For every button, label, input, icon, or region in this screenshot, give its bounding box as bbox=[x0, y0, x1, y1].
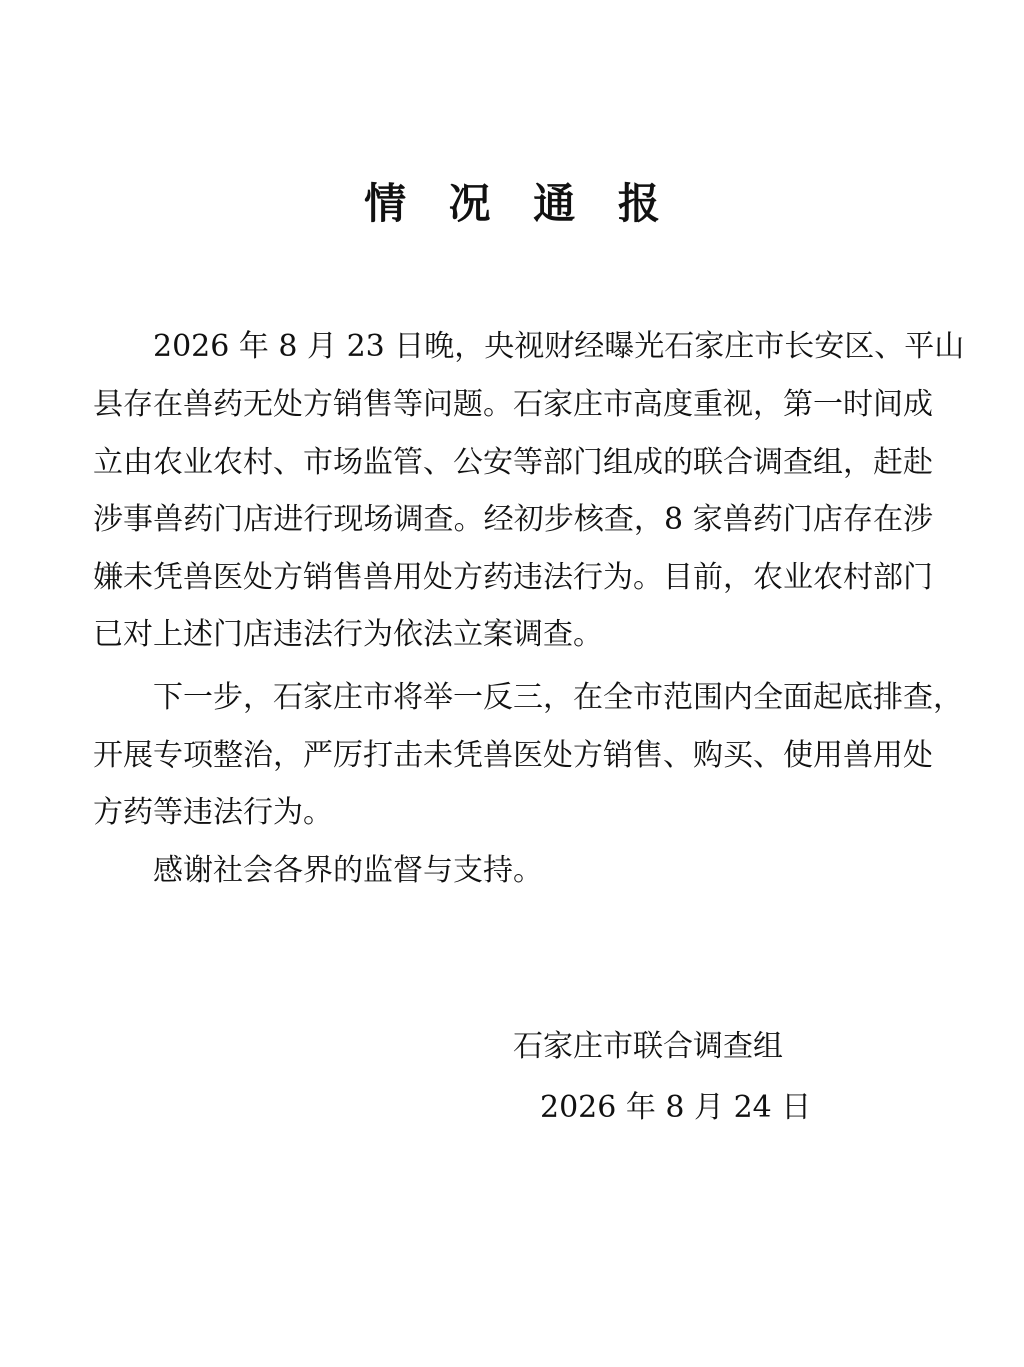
signature-organization: 石家庄市联合调查组 bbox=[513, 1029, 783, 1064]
paragraph-2-line-3: 方药等违法行为。 bbox=[93, 795, 333, 830]
document-title: 情 况 通 报 bbox=[364, 179, 674, 228]
paragraph-2-line-1: 下一步，石家庄市将举一反三，在全市范围内全面起底排查， bbox=[153, 680, 963, 715]
paragraph-2-line-2: 开展专项整治，严厉打击未凭兽医处方销售、购买、使用兽用处 bbox=[93, 738, 933, 773]
paragraph-1-line-6: 已对上述门店违法行为依法立案调查。 bbox=[93, 617, 603, 652]
signature-date: 2026 年 8 月 24 日 bbox=[540, 1090, 812, 1125]
paragraph-1-line-2: 县存在兽药无处方销售等问题。石家庄市高度重视，第一时间成 bbox=[93, 387, 933, 422]
paragraph-1-line-3: 立由农业农村、市场监管、公安等部门组成的联合调查组，赶赴 bbox=[93, 445, 933, 480]
paragraph-1-line-1: 2026 年 8 月 23 日晚，央视财经曝光石家庄市长安区、平山 bbox=[153, 329, 965, 364]
paragraph-1-line-5: 嫌未凭兽医处方销售兽用处方药违法行为。目前，农业农村部门 bbox=[93, 560, 933, 595]
paragraph-3-line-1: 感谢社会各界的监督与支持。 bbox=[153, 853, 543, 888]
paragraph-1-line-4: 涉事兽药门店进行现场调查。经初步核查，8 家兽药门店存在涉 bbox=[93, 502, 933, 537]
